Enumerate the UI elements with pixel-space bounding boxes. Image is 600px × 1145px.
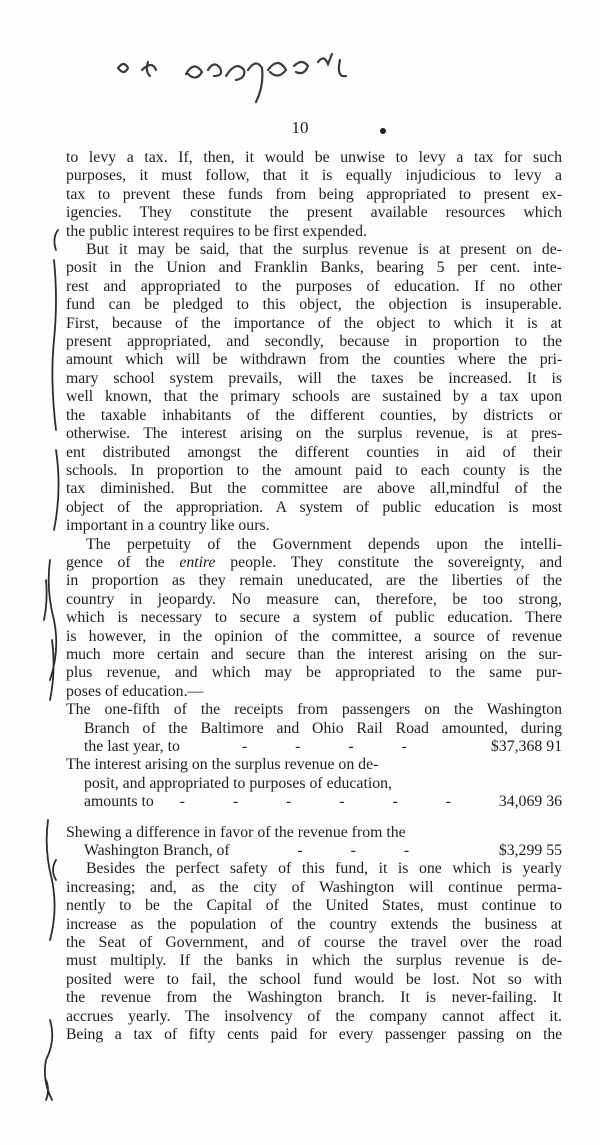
text-line: The perpetuity of the Government depends upon the intelli- [86, 535, 562, 553]
text-line: tax to prevent these funds from being appropriated to present ex- [66, 185, 562, 203]
difference-amount: $3,299 55 [498, 842, 562, 860]
text-line: the Seat of Government, and of course the travel over the road [66, 934, 562, 952]
table-spacer [66, 812, 562, 824]
table-row-1-line: Branch of the Baltimore and Ohio Rail Road amounted, during [84, 719, 562, 737]
text-line: present appropriated, and secondly, because in proportion to the [66, 333, 562, 351]
text-line: otherwise. The interest arising on the surplus revenue, is at pres- [66, 425, 562, 443]
text-line: posited were to fail, the school fund would be lost. Not so with [66, 970, 562, 988]
text-line: schools. In proportion to the amount paid to each county is the [66, 461, 562, 479]
text-line: the revenue from the Washington branch. It is never-failing. It [66, 989, 562, 1007]
body-text [66, 149, 562, 1045]
text-line: rest and appropriated to the purposes of education. If no other [66, 277, 562, 295]
text-line: posit in the Union and Franklin Banks, bearing 5 per cent. inte- [66, 259, 562, 277]
text-line: increase as the population of the country extends the business at [66, 915, 562, 933]
text-line: Being a tax of fifty cents paid for every passenger passing on the [66, 1026, 562, 1044]
text-line-with-emphasis: gence of the entire people. They constitute the sovereignty, and [66, 553, 562, 571]
text-line: tax diminished. But the committee are above all,mindful of the [66, 480, 562, 498]
text-line: the taxable inhabitants of the different counties, by districts or [66, 406, 562, 424]
text-line: nently to be the Capital of the United States, must continue to [66, 897, 562, 915]
table-row-1-total [66, 738, 562, 756]
text-line: much more certain and secure than the interest arising on the sur- [66, 645, 562, 663]
handwritten-notation [108, 40, 368, 110]
text-line: object of the appropriation. A system of public education is most [66, 498, 562, 516]
leader-dots: - - - - - - [179, 793, 473, 811]
ink-dot [380, 128, 386, 134]
leader-dots: - - - [297, 842, 432, 860]
text-line: ent distributed amongst the different counties in aid of their [66, 443, 562, 461]
text-line: well known, that the primary schools are sustained by a tax upon [66, 388, 562, 406]
page-number: 10 [291, 118, 309, 137]
text-line: mary school system prevails, will the taxes be increased. It is [66, 369, 562, 387]
difference-label: Washington Branch, of [84, 842, 230, 860]
text-line: igencies. They constitute the present available resources which [66, 204, 562, 222]
text-line: increasing; and, as the city of Washington will continue perma- [66, 878, 562, 896]
text-line: must multiply. If the banks in which the surplus revenue is de- [66, 952, 562, 970]
text-line: plus revenue, and which may be appropriated to the same pur- [66, 664, 562, 682]
text-line: to levy a tax. If, then, it would be unwise to levy a tax for such [66, 149, 562, 166]
text-line: First, because of the importance of the object to which it is at [66, 314, 562, 332]
text-line: accrues yearly. The insolvency of the company cannot affect it. [66, 1007, 562, 1025]
difference-total [66, 842, 562, 860]
table-row-2-line: The interest arising on the surplus revenue on de- [66, 756, 379, 774]
table-row-2-line: posit, and appropriated to purposes of education, [84, 774, 392, 792]
text-line: amount which will be withdrawn from the counties where the pri- [66, 351, 562, 369]
text-line: purposes, it must follow, that it is equally injudicious to levy a [66, 167, 562, 185]
text-line: country in jeopardy. No measure can, therefore, be too strong, [66, 590, 562, 608]
table-row-2-label: amounts to [84, 793, 154, 811]
text-line: Besides the perfect safety of this fund, it is one which is yearly [86, 860, 562, 878]
emphasized-word: entire [179, 553, 216, 571]
text-line: poses of education.— [66, 682, 204, 700]
table-row-1-label: the last year, to [84, 738, 180, 755]
text-line: the public interest requires to be first expended. [66, 222, 367, 240]
leader-dots: - - - - [241, 738, 429, 755]
table-row-2-amount: 34,069 36 [498, 793, 562, 811]
text-line: fund can be pledged to this object, the objection is insuperable. [66, 296, 562, 314]
text-line: But it may be said, that the surplus revenue is at present on de- [86, 241, 562, 259]
table-row-1-line: The one-fifth of the receipts from passengers on the Washington [66, 701, 562, 719]
text-line: important in a country like ours. [66, 517, 270, 535]
difference-line: Shewing a difference in favor of the revenue from the [66, 823, 406, 841]
table-row-1-amount: $37,368 91 [490, 738, 562, 755]
text-line: is however, in the opinion of the committee, a source of revenue [66, 627, 562, 645]
text-line: in proportion as they remain uneducated, are the liberties of the [66, 572, 562, 590]
table-row-2-total [66, 793, 562, 811]
text-line: which is necessary to secure a system of public education. There [66, 609, 562, 627]
